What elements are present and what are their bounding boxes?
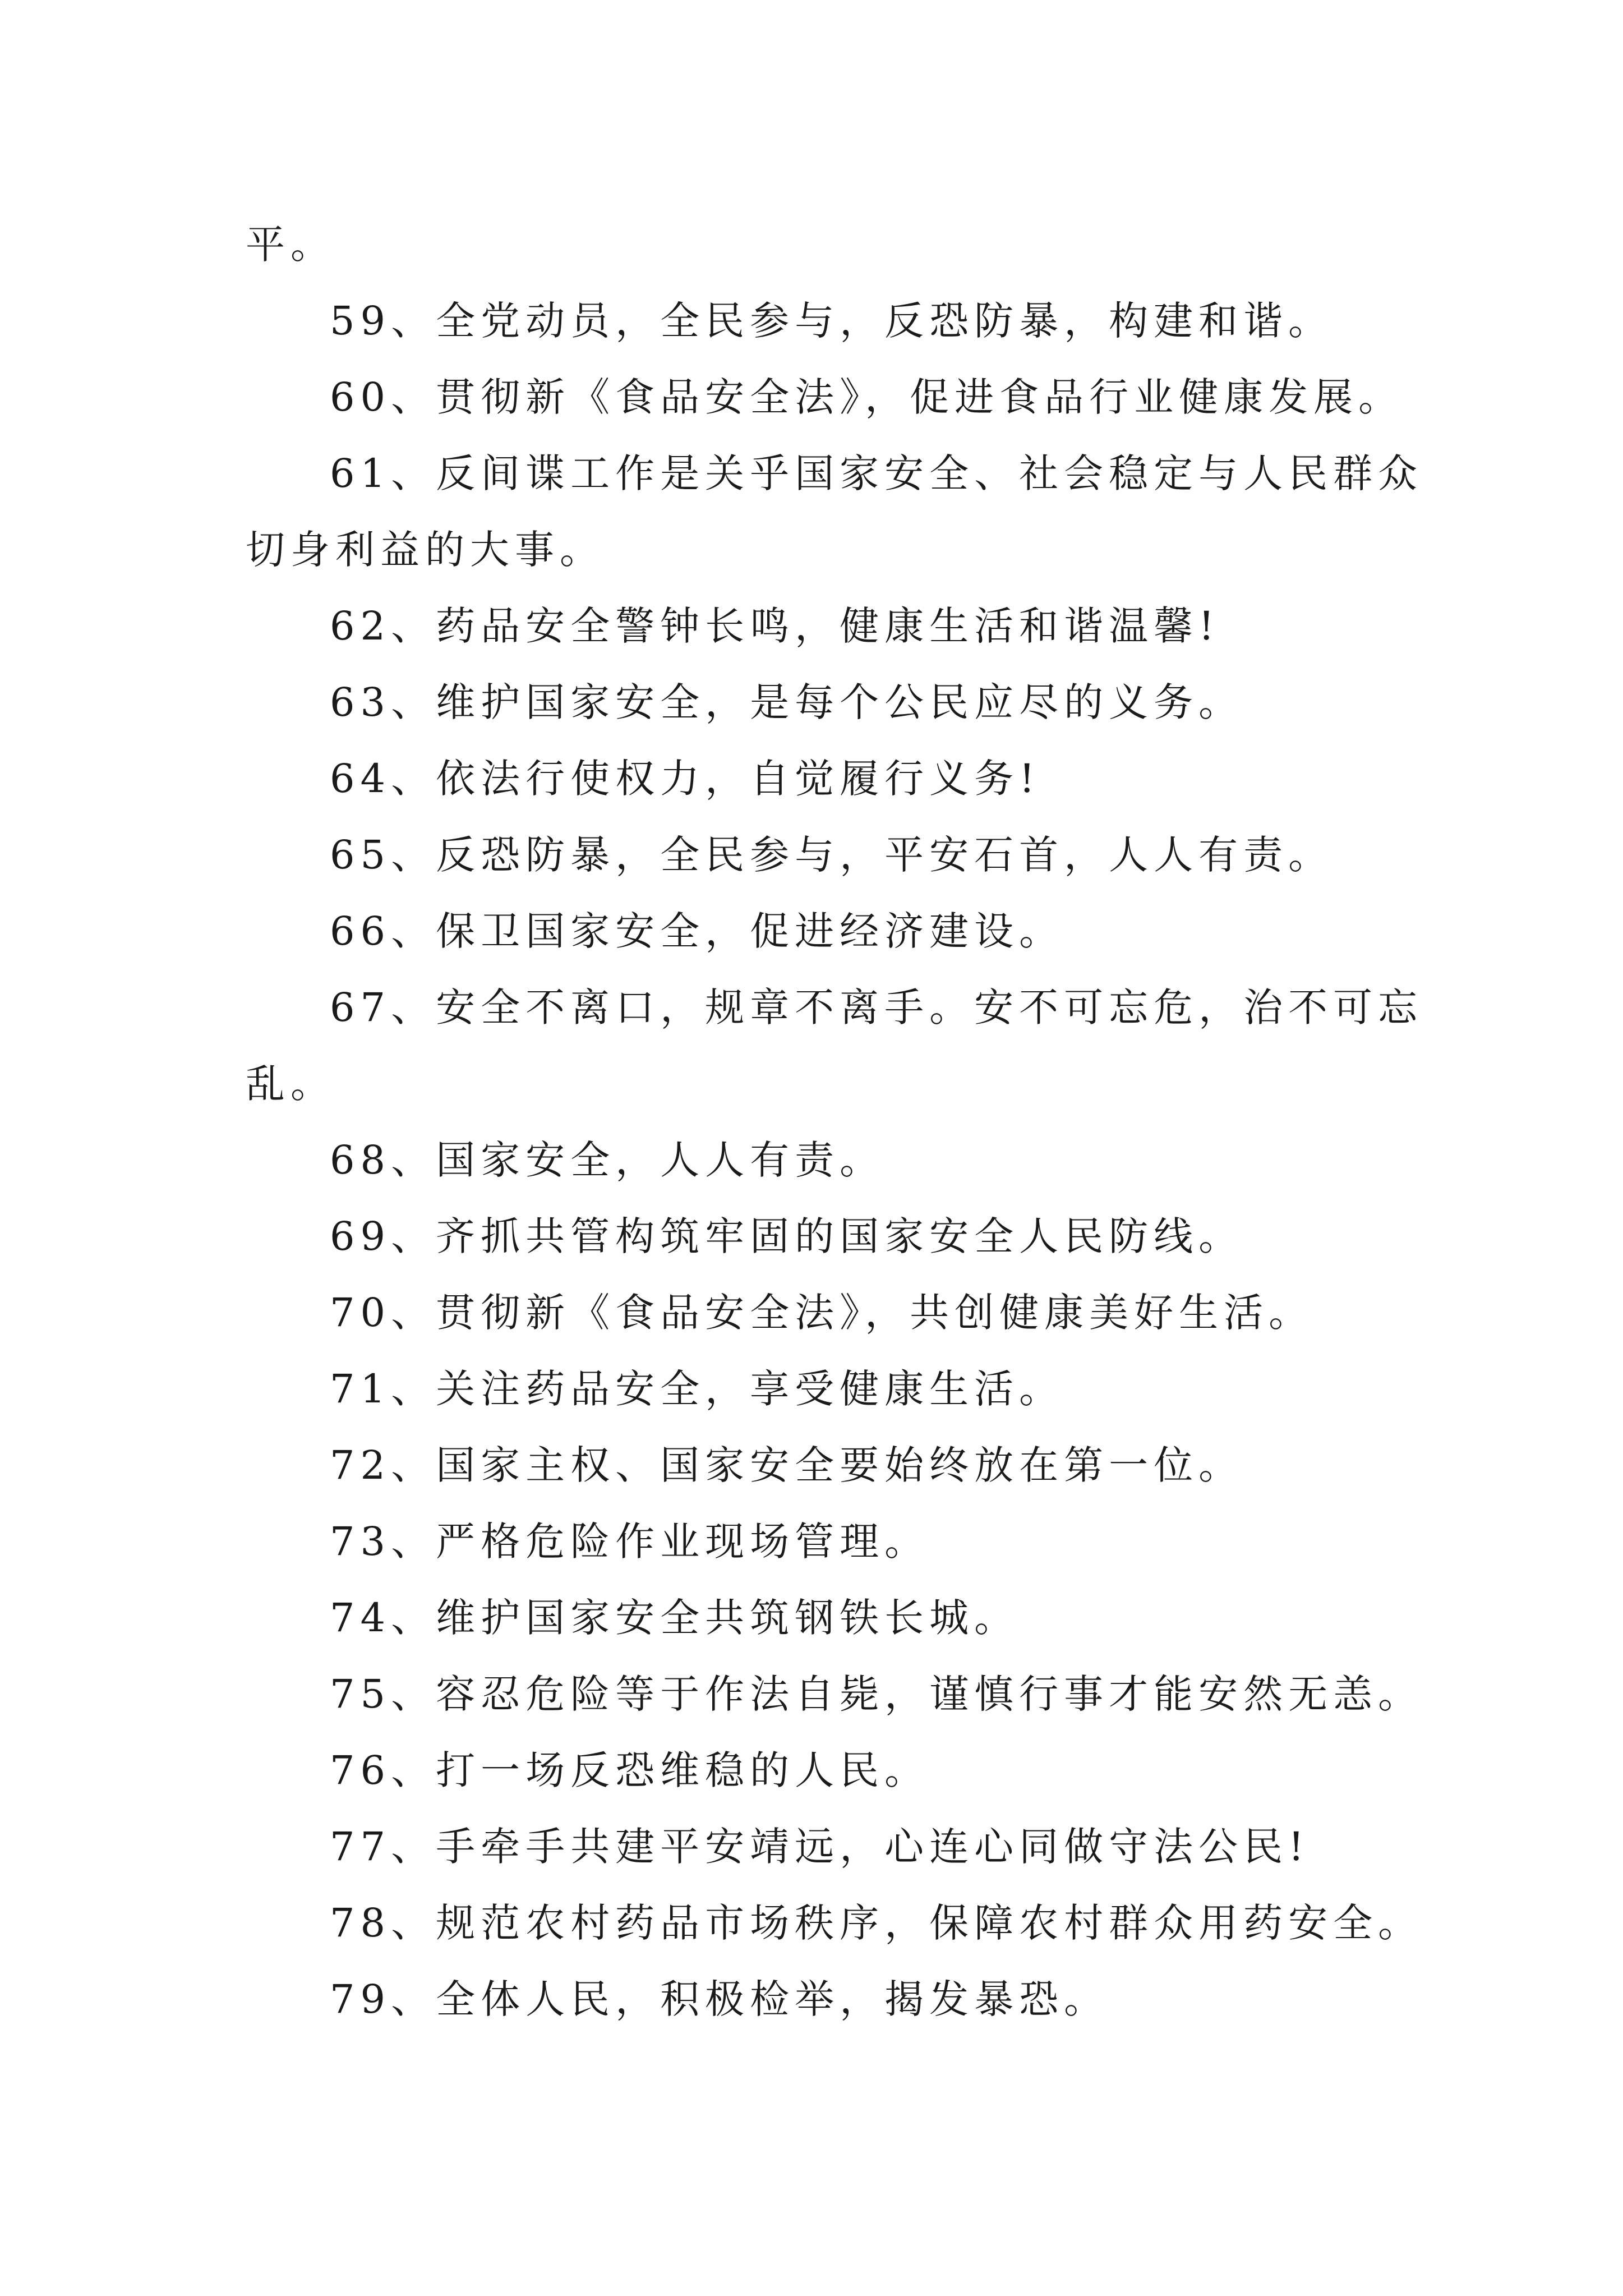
slogan-74: 74、维护国家安全共筑钢铁长城。 <box>330 1595 1020 1641</box>
slogan-69: 69、齐抓共管构筑牢固的国家安全人民防线。 <box>330 1213 1244 1259</box>
slogan-77: 77、手牵手共建平安靖远，心连心同做守法公民! <box>330 1824 1310 1870</box>
slogan-68: 68、国家安全，人人有责。 <box>330 1137 885 1183</box>
slogan-60: 60、贯彻新《食品安全法》，促进食品行业健康发展。 <box>330 374 1404 420</box>
slogan-79: 79、全体人民，积极检举，揭发暴恐。 <box>330 1976 1109 2022</box>
slogan-67: 67、安全不离口，规章不离手。安不可忘危，治不可忘 <box>330 984 1423 1030</box>
slogan-61-continuation: 切身利益的大事。 <box>246 527 605 573</box>
document-body <box>246 206 1423 2037</box>
slogan-61: 61、反间谍工作是关乎国家安全、社会稳定与人民群众 <box>330 450 1423 496</box>
slogan-72: 72、国家主权、国家安全要始终放在第一位。 <box>330 1442 1244 1488</box>
slogan-78: 78、规范农村药品市场秩序，保障农村群众用药安全。 <box>330 1900 1423 1946</box>
slogan-70: 70、贯彻新《食品安全法》，共创健康美好生活。 <box>330 1290 1314 1336</box>
slogan-75: 75、容忍危险等于作法自毙，谨慎行事才能安然无恙。 <box>330 1671 1423 1717</box>
slogan-71: 71、关注药品安全，享受健康生活。 <box>330 1366 1064 1412</box>
slogan-73: 73、严格危险作业现场管理。 <box>330 1519 930 1565</box>
slogan-64: 64、依法行使权力，自觉履行义务! <box>330 756 1041 802</box>
slogan-59: 59、全党动员，全民参与，反恐防暴，构建和谐。 <box>330 298 1334 344</box>
slogan-67-continuation: 乱。 <box>246 1061 335 1107</box>
slogan-63: 63、维护国家安全，是每个公民应尽的义务。 <box>330 679 1244 725</box>
slogan-62: 62、药品安全警钟长鸣，健康生活和谐温馨! <box>330 603 1220 649</box>
slogan-66: 66、保卫国家安全，促进经济建设。 <box>330 908 1064 954</box>
text-line: 平。 <box>246 222 335 268</box>
slogan-65: 65、反恐防暴，全民参与，平安石首，人人有责。 <box>330 832 1334 878</box>
slogan-76: 76、打一场反恐维稳的人民。 <box>330 1747 930 1793</box>
